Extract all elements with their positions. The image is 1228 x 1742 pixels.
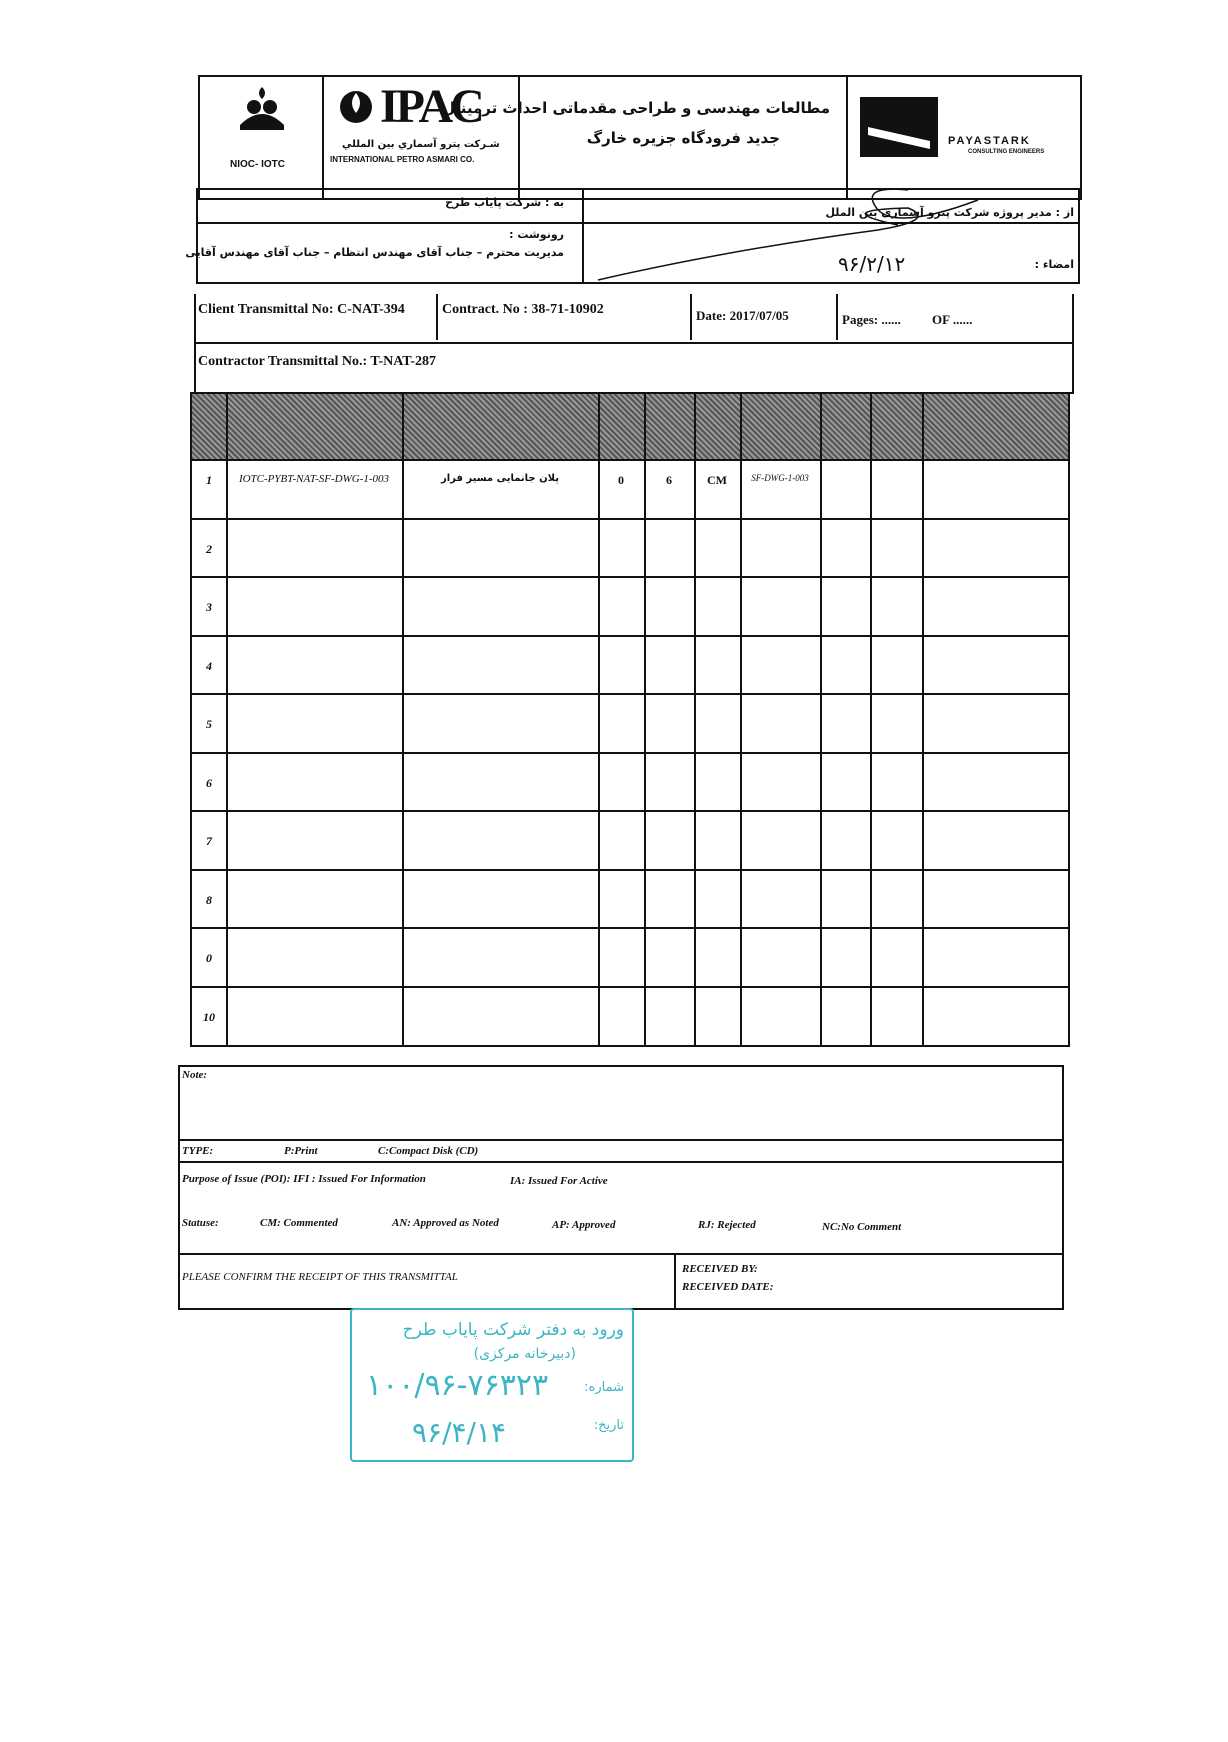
cell-no: 6 [206,775,212,790]
status-nc: NC:No Comment [822,1221,902,1233]
info-block [194,294,1074,394]
address-block [185,188,1080,284]
table-row [192,869,1068,928]
table-row [192,576,1068,635]
cell-rev: 0 [618,473,624,487]
type-label: TYPE: [182,1145,214,1157]
poi-label: Purpose of Issue (POI): IFI : Issued For Information [182,1173,426,1185]
cell-no: 1 [206,473,212,487]
cell-no: 2 [206,541,212,556]
nioc-label: NIOC- IOTC [230,159,285,170]
note-label: Note: [182,1069,208,1081]
cell-no: 8 [206,892,212,907]
cell-comment: SF-DWG-1-003 [751,473,809,483]
received-by: RECEIVED BY: [682,1263,758,1275]
cell-doc_no: IOTC-PYBT-NAT-SF-DWG-1-003 [238,473,390,485]
table-row [192,927,1068,986]
pages-of: OF ...... [932,312,973,327]
sign-label: امضاء : [1034,258,1074,271]
table-header [192,394,1068,459]
cc-label: رونوشت : [509,228,564,241]
footer-block [178,1065,1064,1310]
contractor-transmittal: Contractor Transmittal No.: T-NAT-287 [198,354,436,369]
status-an: AN: Approved as Noted [392,1217,499,1229]
ipac-fa: شـركت پترو آسماري بين المللي [342,139,500,150]
cell-no: 4 [206,658,212,673]
status-label: Statuse: [182,1217,219,1229]
status-rj: RJ: Rejected [698,1219,756,1231]
document-table [190,392,1070,1047]
project-title-line1: مطالعات مهندسی و طراحی مقدماتی احداث ترمینال [442,99,830,117]
pages: Pages: ...... [842,312,901,327]
table-row [192,459,1068,518]
payastark-sub: CONSULTING ENGINEERS [968,149,1045,155]
payastark-logo-icon [860,97,938,157]
nioc-logo [234,85,290,135]
receipt-stamp [350,1308,634,1462]
from-field: از : مدیر پروژه شرکت پترو آسماری بین الملل [825,206,1074,219]
received-date: RECEIVED DATE: [682,1281,774,1293]
cell-no: 10 [203,1009,215,1024]
status-cm: CM: Commented [260,1217,338,1229]
stamp-date-label: تاریخ: [593,1418,624,1433]
table-row [192,810,1068,869]
client-transmittal: Client Transmittal No: C-NAT-394 [198,302,405,317]
cell-no: 7 [206,834,212,848]
cell-no: 3 [206,600,212,614]
cc-text: مدیریت محترم – جناب آقای مهندس انتظام – جناب آقای مهندس آقایی [185,246,564,259]
project-title-line2: جدید فرودگاه جزیره خارگ [586,129,780,147]
cell-title: پلان جانمایی مسیر فرار [441,473,559,484]
ipac-logo: IPAC [380,80,482,133]
date: Date: 2017/07/05 [696,308,789,323]
ipac-logo-icon [336,85,376,125]
ipac-en: INTERNATIONAL PETRO ASMARI CO. [330,155,475,164]
type-print: P:Print [284,1145,318,1157]
stamp-line2: (دبیرخانه مرکزی) [473,1346,576,1362]
table-row [192,986,1068,1045]
table-row [192,518,1068,577]
table-row [192,752,1068,811]
stamp-number: ۱۰۰/۹۶-۷۶۳۲۳ [366,1368,549,1403]
stamp-date: ۹۶/۴/۱۴ [412,1416,507,1449]
status-ap: AP: Approved [552,1219,616,1231]
stamp-number-label: شماره: [584,1380,624,1395]
stamp-line1: ورود به دفتر شرکت پایاب طرح [402,1320,624,1340]
signature [578,180,998,290]
cell-no: 5 [206,717,212,731]
to-field: به : شرکت پایاب طرح [445,196,564,209]
cell-no: 0 [206,951,212,965]
contract-no: Contract. No : 38-71-10902 [442,302,604,317]
poi-ia: IA: Issued For Active [510,1175,608,1187]
confirm-receipt: PLEASE CONFIRM THE RECEIPT OF THIS TRANSMITTAL [182,1271,458,1283]
table-row [192,635,1068,694]
table-row [192,693,1068,752]
cell-copies: 6 [666,473,672,487]
handwritten-date: ۹۶/۲/۱۲ [838,252,906,276]
payastark-name: PAYASTARK [948,135,1031,147]
cell-status: CM [707,473,727,487]
type-cd: C:Compact Disk (CD) [378,1145,479,1157]
